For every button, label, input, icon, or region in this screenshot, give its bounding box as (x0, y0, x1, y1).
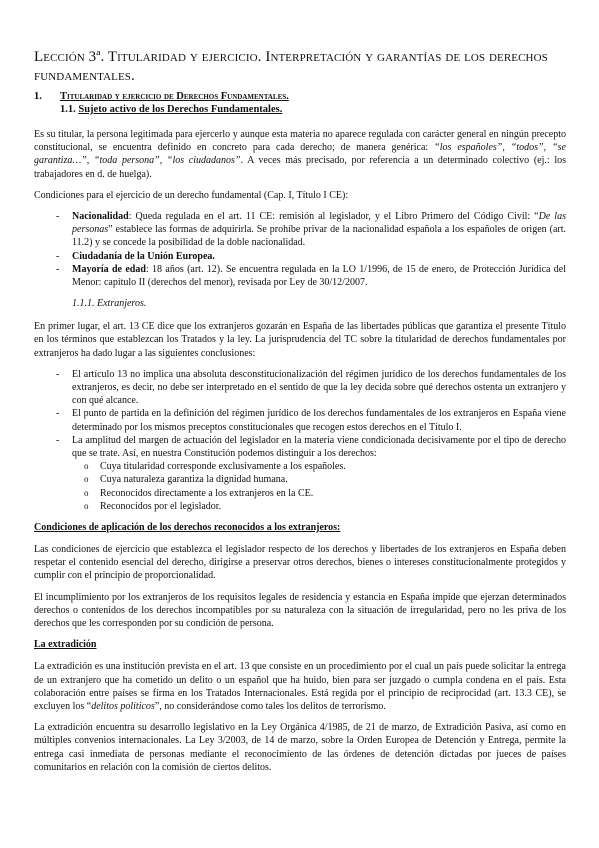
section-label: Titularidad y ejercicio de Derechos Fundamentales. (60, 91, 289, 102)
text-run: La amplitud del margen de actuación del legislador en la materia viene condicionada decisivamente por el tipo de derecho que se trate. Así, en nuestra Constitución podemos distinguir a los derechos: (72, 434, 566, 460)
conclusions-list (34, 368, 566, 513)
paragraph-art13: En primer lugar, el art. 13 CE dice que los extranjeros gozarán en España de las libertades públicas que garantiza el presente Título en los términos que establezcan los Tratados y la ley. La jurisprudencia del TC sobre la titularidad de derechos fundamentales por extranjeros ha dado lugar a las siguientes conclusiones: (34, 321, 566, 359)
list-item (34, 434, 566, 513)
paragraph-condiciones-ejercicio: Las condiciones de ejercicio que establezca el legislador respecto de los derechos y libertades de los extranjeros en España deben respetar el contenido esencial del derecho, dirigirse a preservar otros derechos, bienes o intereses constitucionalmente protegidos y cumplir con el principio de proporcionalidad. (34, 544, 566, 582)
heading-extradicion: La extradición (34, 639, 97, 651)
paragraph-extradicion (34, 660, 566, 713)
text-run: : 18 años (art. 12). Se encuentra regulada en la LO 1/1996, de 15 de enero, de Protección Jurídica del Menor: capítulo II (derechos del menor), revisada por Ley de 30/12/2007. (72, 263, 567, 289)
paragraph-incumplimiento: El incumplimiento por los extranjeros de los requisitos legales de residencia y estancia en España impide que ejerzan determinados derechos o contenidos de los derechos incompatibles por su naturaleza con la situación de irregularidad, pero no les priva de los derechos que les corresponden por su condición de persona. (34, 591, 566, 630)
subtypes-list (72, 460, 566, 513)
sub-list-item: o Cuya titularidad corresponde exclusivamente a los españoles. (72, 460, 566, 473)
section-number: 1. (34, 91, 42, 102)
conditions-list (34, 210, 566, 289)
text-run-italic: De las personas (72, 211, 566, 236)
sub-list-item: o Reconocidos por el legislador. (72, 500, 566, 513)
section-label: Sujeto activo de los Derechos Fundamentales. (78, 104, 283, 115)
text-run: ”, no considerándose como tales los delitos de terrorismo. (154, 700, 386, 712)
subsection-heading-extranjeros: 1.1.1. Extranjeros. (72, 298, 147, 310)
list-item (34, 250, 566, 263)
list-item: - El punto de partida en la definición del régimen jurídico de los derechos fundamentales de los extranjeros en España viene determinado por los mismos preceptos constitucionales que recogen estos derechos en el Título I. (34, 407, 566, 433)
text-run: . A veces más precisado, por referencia a un determinado colectivo (ej.: los trabajadores en d. de huelga). (34, 155, 566, 180)
item-label: Mayoría de edad (72, 263, 146, 275)
list-item (34, 210, 566, 250)
section-heading-1 (34, 90, 566, 103)
list-item: - El artículo 13 no implica una absoluta desconstitucionalización del régimen jurídico de los derechos fundamentales de los extranjeros, es decir, no debe ser interpretado en el sentido de que la ley decida sobre qué derechos ostenta un extranjero y con qué alcance. (34, 368, 566, 408)
item-label: Nacionalidad (72, 211, 129, 223)
paragraph-titular (34, 128, 566, 181)
list-item (34, 263, 566, 289)
text-run: ” establece las formas de adquirirla. Se prohíbe privar de la nacionalidad española a los españoles de origen (art. 11.2) y se concede la posibilidad de la doble nacionalidad. (72, 224, 566, 249)
text-run: : Queda regulada en el art. 11 CE: remisión al legislador, y el Libro Primero del Código Civil: “ (128, 211, 539, 223)
paragraph-extradicion-ley: La extradición encuentra su desarrollo legislativo en la Ley Orgánica 4/1985, de 21 de marzo, de Extradición Pasiva, así como en múltiples convenios internacionales. La Ley 3/2003, de 14 de marzo, sobre la Orden Europea de Detención y Entrega, permite la entrega casi inmediata de personas mediante el reconocimiento de las órdenes de detención dictadas por jueces de países comunitarios en relación con la comisión de ciertos delitos. (34, 722, 566, 773)
text-run-italic: delitos políticos (91, 700, 155, 712)
item-label: Ciudadanía de la Unión Europea. (72, 250, 215, 262)
lesson-title: Lección 3ª. Titularidad y ejercicio. Interpretación y garantías de los derechos fundamentales. (34, 49, 548, 84)
document-page (34, 48, 566, 782)
sub-list-item: o Cuya naturaleza garantiza la dignidad humana. (72, 473, 566, 486)
sub-list-item: o Reconocidos directamente a los extranjeros en la CE. (72, 487, 566, 500)
section-heading-1-1 (60, 103, 566, 116)
text-run: La extradición es una institución prevista en el art. 13 que consiste en un procedimiento por el cual un país puede solicitar la entrega de un extranjero que ha cometido un delito o un español que ha huido, bien para ser juzgado o cumpla condena en el país. Esta colaboración entre países se firma en los Tratados Internacionales. Está regida por el principio de reciprocidad (art. 13.3 CE), se excluyen los “ (34, 661, 566, 712)
text-run-italic: “los españoles”, “todos”, “se garantiza…”, “toda persona”, “los ciudadanos” (34, 142, 566, 167)
paragraph-condiciones-intro: Condiciones para el ejercicio de un derecho fundamental (Cap. I, Título I CE): (34, 189, 349, 201)
section-number: 1.1. (60, 104, 76, 115)
text-run: Es su titular, la persona legitimada para ejercerlo y aunque esta materia no aparece regulada con carácter general en ningún precepto constitucional, se encuentra definido en concreto para cada derecho; de manera genérica: (34, 129, 566, 154)
heading-condiciones-aplicacion: Condiciones de aplicación de los derechos reconocidos a los extranjeros: (34, 522, 341, 534)
